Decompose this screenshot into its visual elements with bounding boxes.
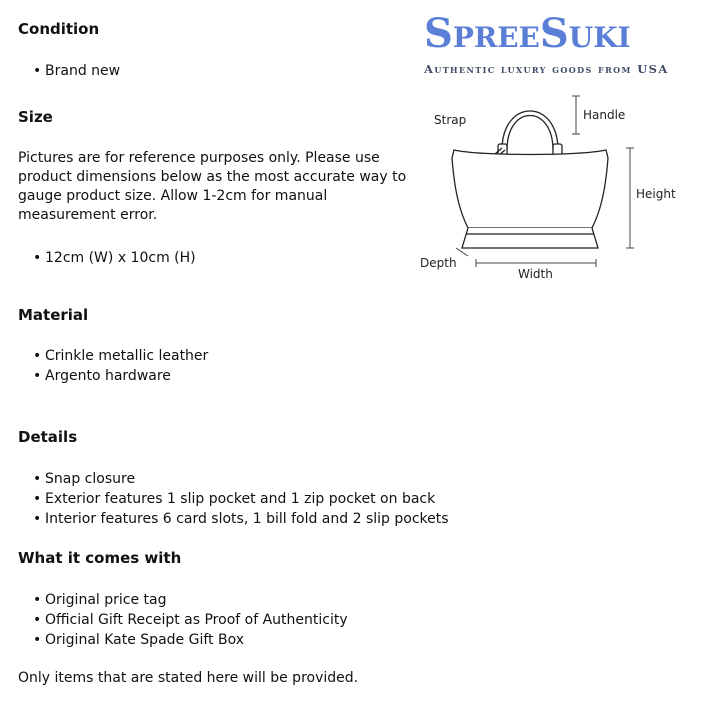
list-item: • Brand new bbox=[18, 61, 120, 81]
details-list bbox=[18, 469, 449, 529]
list-item: • Exterior features 1 slip pocket and 1 zip pocket on back bbox=[18, 489, 449, 509]
strap-label: Strap bbox=[434, 113, 467, 127]
list-item: • Original Kate Spade Gift Box bbox=[18, 630, 348, 650]
list-item: • Snap closure bbox=[18, 469, 449, 489]
comes-with-heading: What it comes with bbox=[18, 549, 182, 567]
list-item: • 12cm (W) x 10cm (H) bbox=[18, 248, 196, 268]
material-heading: Material bbox=[18, 306, 89, 324]
list-item: • Argento hardware bbox=[18, 366, 208, 386]
list-item: • Original price tag bbox=[18, 590, 348, 610]
condition-list bbox=[18, 61, 120, 81]
comes-with-list bbox=[18, 590, 348, 650]
material-list bbox=[18, 346, 208, 386]
handle-label: Handle bbox=[583, 108, 626, 122]
list-item: • Crinkle metallic leather bbox=[18, 346, 208, 366]
bag-base bbox=[462, 228, 598, 248]
details-heading: Details bbox=[18, 428, 78, 446]
logo-tagline: Authentic luxury goods from USA bbox=[424, 62, 669, 76]
condition-heading: Condition bbox=[18, 20, 100, 38]
depth-label: Depth bbox=[420, 256, 457, 270]
bag-body bbox=[452, 150, 608, 228]
bag-dimension-diagram bbox=[410, 88, 710, 288]
list-item: • Interior features 6 card slots, 1 bill fold and 2 slip pockets bbox=[18, 509, 449, 529]
depth-dimension-line bbox=[456, 248, 468, 256]
footer-note: Only items that are stated here will be provided. bbox=[18, 670, 359, 686]
spreesuki-logo bbox=[424, 12, 716, 76]
list-item: • Official Gift Receipt as Proof of Authenticity bbox=[18, 610, 348, 630]
height-label: Height bbox=[636, 187, 676, 201]
size-list bbox=[18, 248, 196, 268]
logo-title: SpreeSuki bbox=[424, 10, 631, 57]
size-heading: Size bbox=[18, 108, 53, 126]
handbag-illustration bbox=[452, 111, 608, 248]
width-label: Width bbox=[518, 267, 553, 281]
size-description: Pictures are for reference purposes only. Please use product dimensions below as the most accurate way to gauge product size. Allow 1-2cm for manual measurement error. bbox=[18, 150, 407, 223]
